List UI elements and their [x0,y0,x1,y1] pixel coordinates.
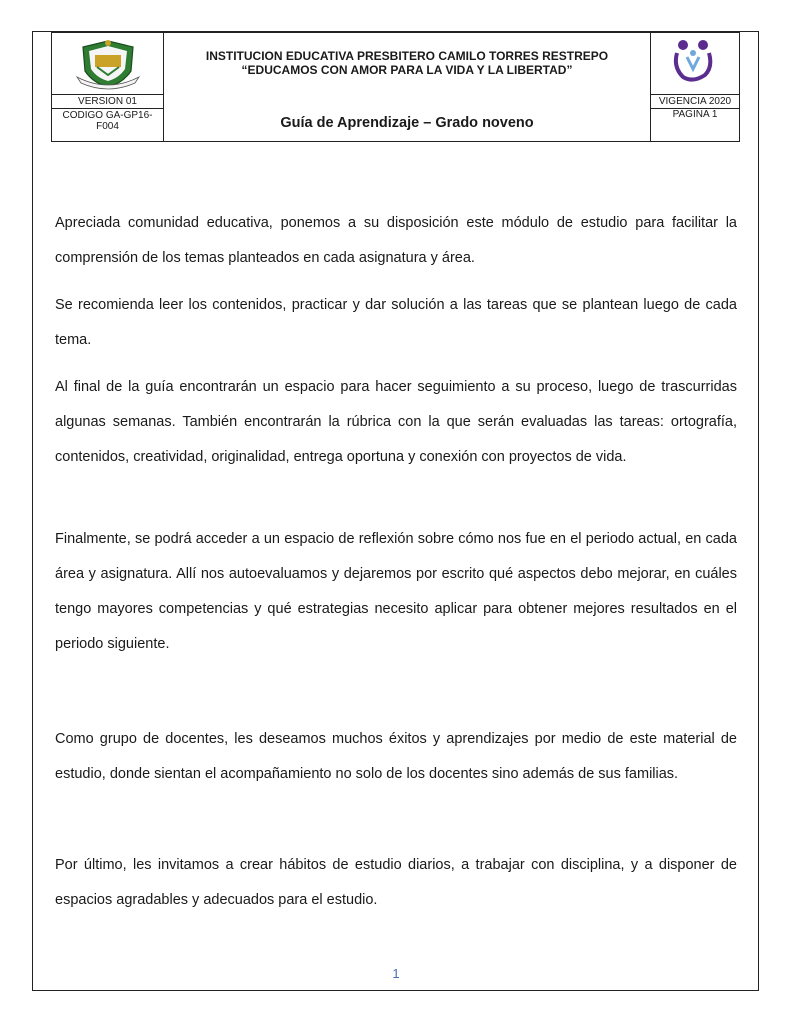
paragraph-reflection: Finalmente, se podrá acceder a un espacio de reflexión sobre cómo nos fue en el periodo actual, en cada área y asignatura. Allí nos autoevaluamos y dejaremos por escrito qué aspectos debo mejorar, en cuáles tengo mayores competencias y qué estrategias necesito aplicar para obtener mejores resultados en el periodo siguiente. [55,531,737,652]
document-header [51,32,740,142]
page-border [32,31,759,991]
title-cell [164,33,651,95]
version-label: VERSION 01 [52,95,164,109]
institution-motto: “EDUCAMOS CON AMOR PARA LA VIDA Y LA LIBERTAD” [241,63,573,77]
paragraph-wishes: Como grupo de docentes, les deseamos muchos éxitos y aprendizajes por medio de este material de estudio, donde sientan el acompañamiento no solo de los docentes sino además de sus familias. [55,731,737,782]
page-number: 1 [392,966,400,981]
logo-cell [52,33,164,95]
logo2-cell [651,33,739,95]
guide-title: Guía de Aprendizaje – Grado noveno [164,95,651,141]
validity-label: VIGENCIA 2020 [651,95,739,109]
family-logo-icon [669,37,719,85]
paragraph-closing: Por último, les invitamos a crear hábitos de estudio diarios, a trabajar con disciplina, y a disponer de espacios agradables y adecuados para el estudio. [55,857,737,908]
code-label: CODIGO GA-GP16-F004 [52,109,164,141]
paragraph-recommendation: Se recomienda leer los contenidos, practicar y dar solución a las tareas que se plantean luego de cada tema. [55,297,737,348]
paragraph-tracking: Al final de la guía encontrarán un espacio para hacer seguimiento a su proceso, luego de trascurridas algunas semanas. También encontrarán la rúbrica con la que serán evaluadas las tareas: ortografía, contenidos, creatividad, originalidad, entrega oportuna y conexión con proyectos de vida. [55,379,737,465]
paragraph-intro: Apreciada comunidad educativa, ponemos a su disposición este módulo de estudio para facilitar la comprensión de los temas planteados en cada asignatura y área. [55,215,737,266]
institution-name: INSTITUCION EDUCATIVA PRESBITERO CAMILO TORRES RESTREPO [205,49,609,63]
school-crest-icon [73,37,143,91]
page-label: PAGINA 1 [672,109,718,120]
